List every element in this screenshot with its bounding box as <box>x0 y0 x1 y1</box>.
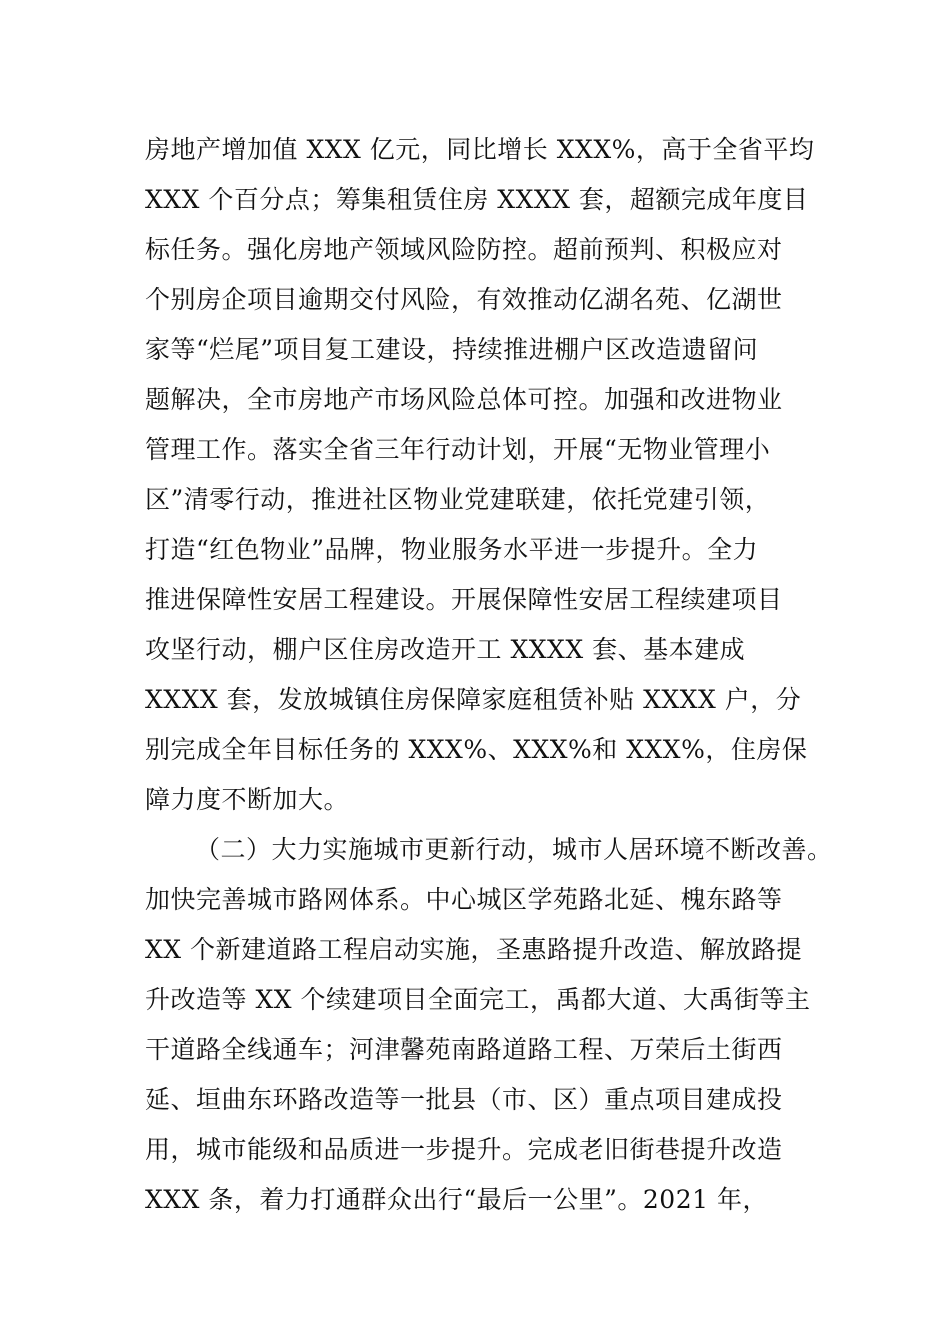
text-line: 标任务。强化房地产领域风险防控。超前预判、积极应对 <box>145 235 783 264</box>
text-line: 打造“红色物业”品牌，物业服务水平进一步提升。全力 <box>145 535 759 564</box>
text-line: 别完成全年目标任务的 XXX%、XXX%和 XXX%，住房保 <box>145 735 808 764</box>
text-line: XXX 条，着力打通群众出行“最后一公里”。2021 年， <box>145 1185 768 1214</box>
text-line: 加快完善城市路网体系。中心城区学苑路北延、槐东路等 <box>145 885 783 914</box>
text-line: XXXX 套，发放城镇住房保障家庭租赁补贴 XXXX 户，分 <box>145 685 802 714</box>
text-line: 管理工作。落实全省三年行动计划，开展“无物业管理小 <box>145 435 771 464</box>
text-line: XX 个新建道路工程启动实施，圣惠路提升改造、解放路提 <box>145 935 803 964</box>
text-line: 升改造等 XX 个续建项目全面完工，禹都大道、大禹街等主 <box>145 985 811 1014</box>
text-line: 个别房企项目逾期交付风险，有效推动亿湖名苑、亿湖世 <box>145 285 783 314</box>
text-line: 用，城市能级和品质进一步提升。完成老旧街巷提升改造 <box>145 1135 783 1164</box>
text-line: 干道路全线通车；河津馨苑南路道路工程、万荣后土街西 <box>145 1035 783 1064</box>
section-heading-line: （二）大力实施城市更新行动，城市人居环境不断改善。 <box>195 835 833 864</box>
text-line: 题解决，全市房地产市场风险总体可控。加强和改进物业 <box>145 385 783 414</box>
text-line: 攻坚行动，棚户区住房改造开工 XXXX 套、基本建成 <box>145 635 746 664</box>
text-line: 障力度不断加大。 <box>145 785 350 814</box>
text-line: 家等“烂尾”项目复工建设，持续推进棚户区改造遗留问 <box>145 335 759 364</box>
text-line: 延、垣曲东环路改造等一批县（市、区）重点项目建成投 <box>145 1085 783 1114</box>
text-line: XXX 个百分点；筹集租赁住房 XXXX 套，超额完成年度目 <box>145 185 809 214</box>
text-line: 房地产增加值 XXX 亿元，同比增长 XXX%，高于全省平均 <box>145 135 815 164</box>
text-line: 推进保障性安居工程建设。开展保障性安居工程续建项目 <box>145 585 783 614</box>
text-line: 区”清零行动，推进社区物业党建联建，依托党建引领， <box>145 485 771 514</box>
